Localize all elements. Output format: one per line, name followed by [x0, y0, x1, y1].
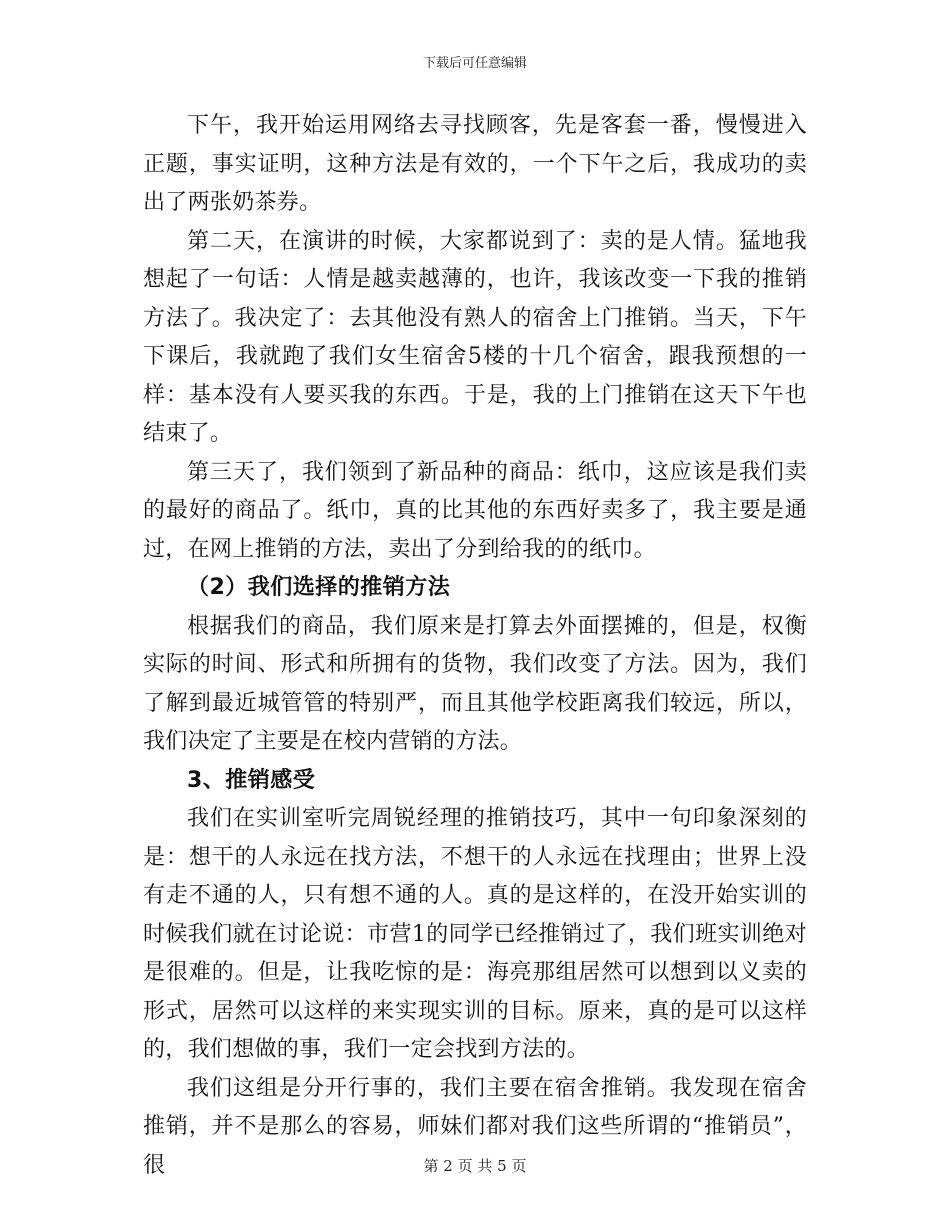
paragraph-methods: 根据我们的商品，我们原来是打算去外面摆摊的，但是，权衡实际的时间、形式和所拥有的货物，我们改变了方法。因为，我们了解到最近城管管的特别严，而且其他学校距离我们较远，所以，我们决定了主要是在校内营销的方法。 [143, 613, 807, 754]
paragraph-dorm-sales: 我们这组是分开行事的，我们主要在宿舍推销。我发现在宿舍推销，并不是那么的容易，师妹们都对我们这些所谓的“推销员”，很 [143, 1075, 807, 1178]
section-heading-feelings: 3、推销感受 [187, 767, 316, 793]
page-header: 下载后可任意编辑 [422, 56, 527, 71]
paragraph-feelings: 我们在实训室听完周锐经理的推销技巧，其中一句印象深刻的是：想干的人永远在找方法，不想干的人永远在找理由；世界上没有走不通的人，只有想不通的人。真的是这样的，在没开始实训的时候我们就在讨论说：市营1的同学已经推销过了，我们班实训绝对是很难的。但是，让我吃惊的是：海亮那组居然可以想到以义卖的形式，居然可以这样的来实现实训的目标。原来，真的是可以这样的，我们想做的事，我们一定会找到方法的。 [143, 806, 807, 1062]
page-number: 第 2 页 共 5 页 [423, 1157, 527, 1175]
section-heading-methods: （2）我们选择的推销方法 [187, 575, 451, 600]
paragraph-afternoon: 下午，我开始运用网络去寻找顾客，先是客套一番，慢慢进入正题，事实证明，这种方法是有效的，一个下午之后，我成功的卖出了两张奶茶券。 [143, 113, 807, 215]
paragraph-third-day: 第三天了，我们领到了新品种的商品：纸巾，这应该是我们卖的最好的商品了。纸巾，真的比其他的东西好卖多了，我主要是通过，在网上推销的方法，卖出了分到给我的的纸巾。 [143, 459, 807, 562]
paragraph-second-day: 第二天，在演讲的时候，大家都说到了：卖的是人情。猛地我想起了一句话：人情是越卖越薄的，也许，我该改变一下我的推销方法了。我决定了：去其他没有熟人的宿舍上门推销。当天，下午下课后，我就跑了我们女生宿舍5楼的十几个宿舍，跟我预想的一样：基本没有人要买我的东西。于是，我的上门推销在这天下午也结束了。 [143, 228, 807, 446]
document-body [143, 107, 807, 1185]
